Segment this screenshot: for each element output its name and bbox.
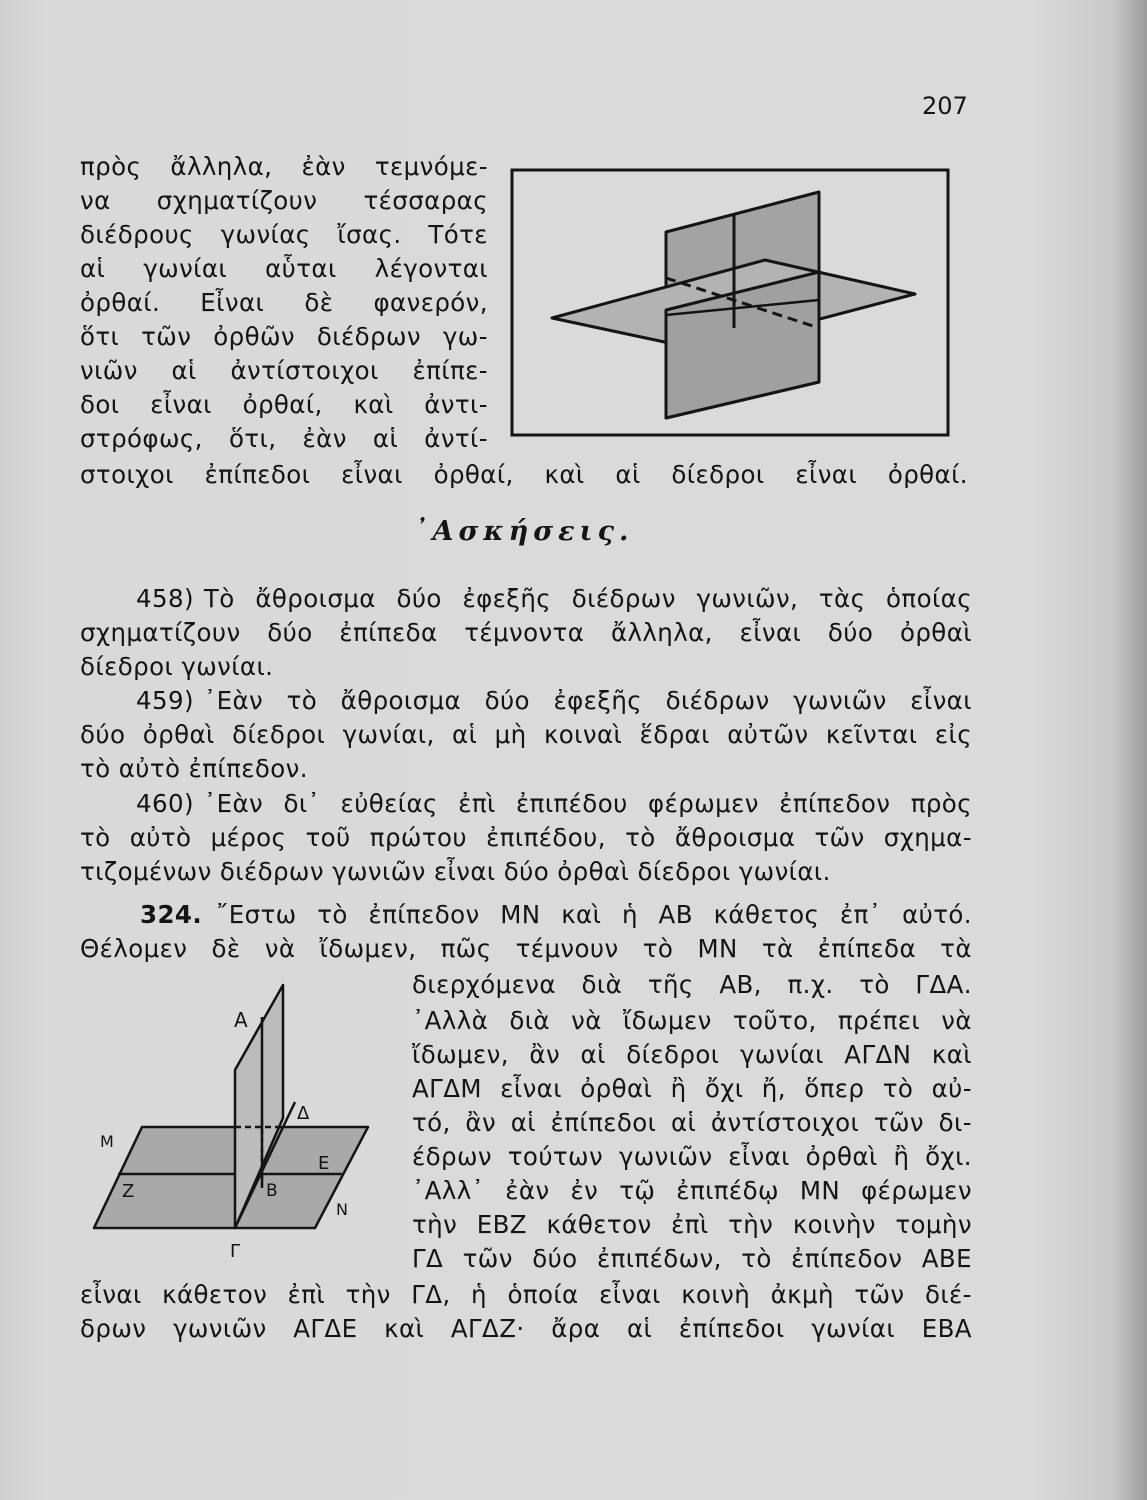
section-line-7: τό, ἂν αἱ ἐπίπεδοι αἱ ἀντίστοιχοι τῶν δι- (412, 1108, 972, 1137)
exercise-458-line-1 (136, 582, 972, 616)
section-line-12: εἶναι κάθετον ἐπὶ τὴν ΓΔ, ἡ ὁποία εἶναι κοινὴ ἀκμὴ τῶν διέ- (80, 1280, 972, 1309)
section-line-5: ἴδωμεν, ἂν αἱ δίεδροι γωνίαι ΑΓΔΝ καὶ (412, 1040, 972, 1069)
label-e: Ε (318, 1153, 330, 1174)
label-g: Γ (230, 1241, 241, 1262)
label-n: Ν (336, 1200, 348, 1219)
label-a: Α (234, 1008, 248, 1032)
label-m: Μ (100, 1132, 114, 1151)
section-line-9: ᾿Αλλ᾿ ἐὰν ἐν τῷ ἐπιπέδῳ ΜΝ φέρωμεν (412, 1176, 972, 1205)
label-z: Ζ (122, 1181, 135, 1202)
exercise-459-line-1 (136, 684, 972, 718)
exercise-459-line-2: δύο ὀρθαὶ δίεδροι γωνίαι, αἱ μὴ κοιναὶ ἕδραι αὐτῶν κεῖνται εἰς (80, 720, 972, 749)
intro-line-9: στρόφως, ὅτι, ἐὰν αἱ ἀντί- (80, 424, 488, 453)
label-b: Β (266, 1181, 278, 1201)
exercise-460-text-1: ᾿Εὰν δι᾿ εὐθείας ἐπὶ ἐπιπέδου φέρωμεν ἐπίπεδον πρὸς (203, 789, 972, 818)
exercise-459-line-3: τὸ αὐτὸ ἐπίπεδον. (80, 754, 308, 783)
section-line-6: ΑΓΔΜ εἶναι ὀρθαὶ ἢ ὄχι ἤ, ὅπερ τὸ αὐ- (412, 1074, 972, 1103)
perpendicular-planes-figure (490, 160, 960, 450)
exercise-460-line-1 (136, 787, 972, 821)
intro-line-10: στοιχοι ἐπίπεδοι εἶναι ὀρθαί, καὶ αἱ δίεδροι εἶναι ὀρθαί. (80, 460, 968, 489)
intro-line-7: νιῶν αἱ ἀντίστοιχοι ἐπίπε- (80, 356, 488, 385)
intro-line-3: διέδρους γωνίας ἴσας. Τότε (80, 220, 488, 249)
section-line-4: ᾿Αλλὰ διὰ νὰ ἴδωμεν τοῦτο, πρέπει νὰ (412, 1006, 972, 1035)
exercise-458-number: 458) (136, 584, 194, 613)
section-number: 324. (140, 900, 203, 929)
exercise-459-number: 459) (136, 686, 194, 715)
plane-mn (94, 1127, 368, 1228)
exercise-460-line-2: τὸ αὐτὸ μέρος τοῦ πρώτου ἐπιπέδου, τὸ ἄθροισμα τῶν σχημα- (80, 823, 972, 852)
section-line-3: διερχόμενα διὰ τῆς ΑΒ, π.χ. τὸ ΓΔΑ. (412, 970, 972, 999)
exercise-458-line-3: δίεδροι γωνίαι. (80, 652, 274, 681)
section-324-line-1 (140, 898, 972, 932)
exercise-459-text-1: ᾿Εὰν τὸ ἄθροισμα δύο ἐφεξῆς διέδρων γωνιῶν εἶναι (203, 686, 972, 715)
plane-mn-figure (90, 975, 400, 1275)
intro-line-2: να σχηματίζουν τέσσαρας (80, 186, 488, 215)
exercise-458-text-1: Τὸ ἄθροισμα δύο ἐφεξῆς διέδρων γωνιῶν, τὰς ὁποίας (203, 584, 972, 613)
exercise-460-line-3: τιζομένων διέδρων γωνιῶν εἶναι δύο ὀρθαὶ δίεδροι γωνίαι. (80, 857, 831, 886)
exercise-460-number: 460) (136, 789, 194, 818)
label-d: Δ (297, 1103, 310, 1124)
section-line-2: Θέλομεν δὲ νὰ ἴδωμεν, πῶς τέμνουν τὸ ΜΝ τὰ ἐπίπεδα τὰ (80, 934, 972, 963)
section-line-8: έδρων τούτων γωνιῶν εἶναι ὀρθαὶ ἢ ὄχι. (412, 1142, 972, 1171)
page-number: 207 (922, 92, 968, 120)
intro-line-5: ὀρθαί. Εἶναι δὲ φανερόν, (80, 288, 488, 317)
intro-line-6: ὅτι τῶν ὀρθῶν διέδρων γω- (80, 322, 488, 351)
section-line-13: δρων γωνιῶν ΑΓΔΕ καὶ ΑΓΔΖ· ἄρα αἱ ἐπίπεδοι γωνίαι ΕΒΑ (80, 1314, 972, 1343)
exercise-458-line-2: σχηματίζουν δύο ἐπίπεδα τέμνοντα ἄλληλα, εἶναι δύο ὀρθαὶ (80, 618, 972, 647)
intro-line-8: δοι εἶναι ὀρθαί, καὶ ἀντι- (80, 390, 488, 419)
section-line-11: ΓΔ τῶν δύο ἐπιπέδων, τὸ ἐπίπεδον ΑΒΕ (412, 1244, 972, 1273)
intro-line-1: πρὸς ἄλληλα, ἐὰν τεμνόμε- (80, 152, 488, 181)
section-324-text-1: ῎Εστω τὸ ἐπίπεδον ΜΝ καὶ ἡ ΑΒ κάθετος ἐπ᾿ αὐτό. (216, 900, 972, 929)
exercises-heading: ᾿Ασκήσεις. (414, 516, 634, 547)
intro-line-4: αἱ γωνίαι αὗται λέγονται (80, 254, 488, 283)
section-line-10: τὴν ΕΒΖ κάθετον ἐπὶ τὴν κοινὴν τομὴν (412, 1210, 972, 1239)
